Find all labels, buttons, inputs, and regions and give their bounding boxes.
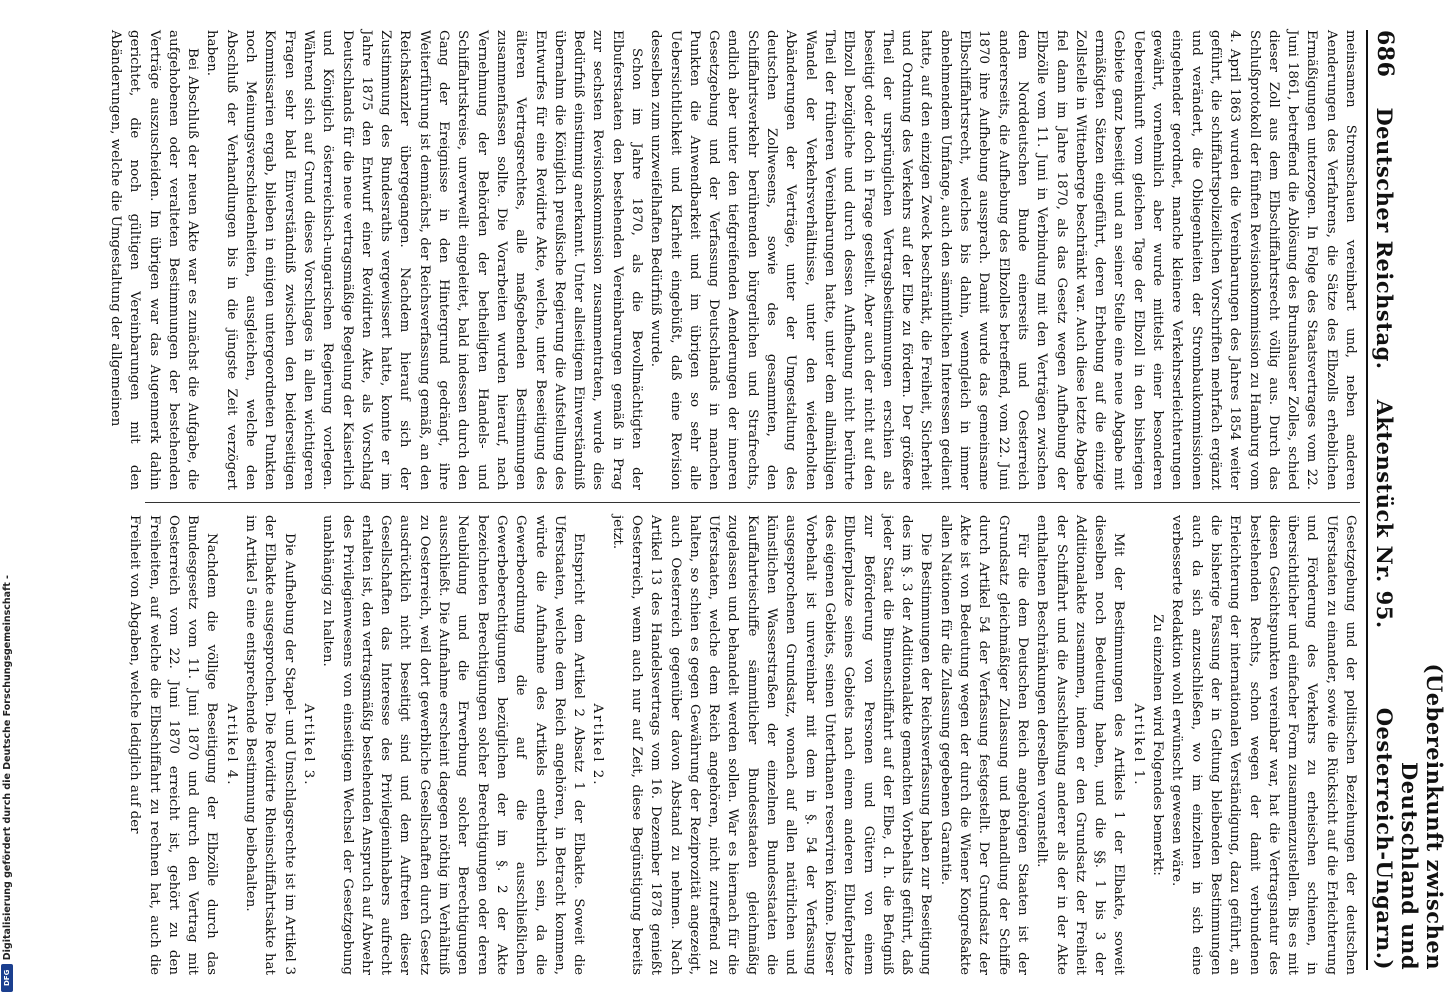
- section-intro: Zu einzelnen wird Folgendes bemerkt:: [1150, 614, 1166, 876]
- right-column: [127, 515, 1360, 975]
- left-column: [108, 30, 1360, 490]
- paragraph: Für die dem Deutschen Reich angehörigen Staaten ist der Grundsatz gleichmäßiger Zulassung und Behandlung der Schiffe durch Artikel 54 der Verfassung festgestellt. Der Grundsatz der Akte ist von Bedeutung wegen der durch die Wiener Kongreßakte allen Nationen für die Zulassung gegebenen Garantie.: [937, 515, 1030, 975]
- paragraph: Die Bestimmungen der Reichsverfassung haben zur Beseitigung des im §. 3 der Additionalakte gemachten Vorbehalts geführt, daß jeder Staat die Binnenschiffahrt auf der Elbe, d. h. die Befugniß zur Beförderung von Personen und Gütern von einem Elbuferplatze seines Gebiets nach einem anderen Elbuferplatze des eigenen Gebiets, seinen Unterthanen reserviren könne. Dieser Vorbehalt ist unvereinbar mit dem in §. 54 der Verfassung ausgesprochenen Grundsatz, wonach auf allen natürlichen und künstlichen Wasserstraßen der einzelnen Bundesstaaten die Kauffahrteischiffe sämmtlicher Bundesstaaten gleichmäßig zugelassen und behandelt werden sollen. War es hiernach für die Uferstaaten, welche dem Reich angehören, nicht zutreffend zu halten, so schien es gegen Gewährung der Reziprozität angezeigt, auch Oesterreich gegenüber davon Abstand zu nehmen. Nach Artikel 13 des Handelsvertrags vom 16. Dezember 1878 genießt Oesterreich, wenn auch nur auf Zeit, diese Begünstigung bereits jetzt.: [609, 515, 934, 975]
- dfg-logo: DFG: [1, 964, 13, 992]
- column-divider: [145, 502, 1360, 503]
- article-heading: Artikel 4.: [223, 703, 239, 787]
- document-subtitle: (Uebereinkunft zwischen Deutschland und Oesterreich-Ungarn.): [1372, 663, 1447, 970]
- paragraph: Bei Abschluß der neuen Akte war es zunächst die Aufgabe, die aufgehobenen oder veralteten Bestimmungen der bestehenden Verträge auszuscheiden. Im übrigen war das Augenmerk dahin gerichtet, die noch gültigen Vereinbarungen mit den Abänderungen, welche die Umgestaltung der allgemeinen: [108, 30, 201, 490]
- funding-note: Digitalisierung gefördert durch die Deutsche Forschungsgemeinschaft -: [2, 574, 13, 960]
- publication-title: Deutscher Reichstag.: [1372, 107, 1397, 370]
- paragraph: Mit der Bestimmungen des Artikels 1 der Elbakte, soweit dieselben noch Bedeutung haben, und die §§. 1 bis 3 der Additionalakte zusammen, indem er den Grundsatz der Freiheit der Schiffahrt und die Ausschließung anderer als der in der Akte enthaltenen Beschränkungen derselben voranstellt.: [1034, 515, 1127, 975]
- document-number: Aktenstück Nr. 95.: [1372, 399, 1397, 629]
- paragraph: Gesetzgebung und der politischen Beziehungen der deutschen Uferstaaten zu einander, sowie die Rücksicht auf die Erleichterung und Förderung des Verkehrs zu erheischen schienen, in übersichtlicher und einfacher Form zusammenzustellen. Bis es mit diesen Gesichtspunkten vereinbar war, hat die Vertragsnatur des bestehenden Rechts, schon wegen der damit verbundenen Erleichterung der internationalen Verständigung, dazu geführt, an die bisherige Fassung der in Geltung bleibenden Bestimmungen auch da sich anzuschließen, wo im einzelnen in sich eine verbesserte Redaktion wohl erwünscht gewesen wäre.: [1169, 515, 1358, 975]
- page-header: [1366, 30, 1447, 970]
- paragraph: Schon im Jahre 1870, als die Bevollmächtigten der Elbuferstaaten den bestehenden Vereinbarungen gemäß in Prag zur sechsten Revisionskommission zusammentraten, wurde dies Bedürfniß einstimmig anerkannt. Unter allseitigem Einverständniß übernahm die Königlich preußische Regierung die Aufstellung des Entwurfes für eine Revidirte Akte, welche, unter Beseitigung des älteren Vertragsrechtes, alle maßgebenden Bestimmungen zusammenfassen sollte. Die Vorarbeiten wurden hierauf, nach Vernehmung der Behörden der betheiligten Handels- und Schiffahrtskreise, unverweilt eingeleitet, bald indessen durch den Gang der Ereignisse in den Hintergrund gedrängt, ihre Weiterführung ist demnächst, der Reichsverfassung gemäß, an den Reichskanzler übergegangen. Nachdem hierauf sich der Zustimmung des Bundesraths vergewissert hatte, konnte er im Jahre 1875 den Entwurf einer Revidirten Akte, als Vorschlag Deutschlands für die neue vertragsmäßige Regelung der Kaiserlich und Königlich österreichisch-ungarischen Regierung vorlegen. Während sich auf Grund dieses Vorschlages in allen wichtigeren Fragen sehr bald Einverständniß zwischen den beiderseitigen Kommissarien ergab, blieben in einigen untergeordneten Punkten noch Meinungsverschiedenheiten, ausgleichen, welche den Abschluß der Verhandlungen bis in die jüngste Zeit verzögert haben.: [204, 30, 645, 490]
- paragraph: Nachdem die völlige Beseitigung der Elbzölle durch das Bundesgesetz vom 11. Juni 1870 und durch den Vertrag mit Oesterreich vom 22. Juni 1870 erreicht ist, gehört zu den Freiheiten, auf welche die Elbschiffahrt zu rechnen hat, auch die Freiheit von Abgaben, welche lediglich auf der: [127, 515, 220, 975]
- article-heading: Artikel 2.: [590, 703, 606, 787]
- paragraph: meinsamen Stromschauen vereinbart und, neben anderen Aenderungen des Verfahrens, die Sätze des Elbzolls erheblichen Ermäßigungen unterzogen. In Folge des Staatsvertrages vom 22. Juni 1861, betreffend die Ablösung des Brunshauser Zolles, schied dieser Zoll aus dem Elbschiffahrtsrecht völlig aus. Durch das Schlußprotokoll der fünften Revisionskommission zu Hamburg vom 4. April 1863 wurden die Vereinbarungen des Jahres 1854 weiter geführt, die schiffahrtspolizeilichen Vorschriften mehrfach ergänzt und verändert, die Obliegenheiten der Strombaukommissionen eingehender geordnet, manche kleinere Verkehrserleichterungen gewährt, vornehmlich aber wurde mittelst einer besonderen Uebereinkunft vom gleichen Tage der Elbzoll in den bisherigen Gebiete ganz beseitigt und an seiner Stelle eine neue Abgabe mit ermäßigten Sätzen eingeführt, deren Erhebung auf die einzige Zollstelle in Wittenberge beschränkt war. Auch diese letzte Abgabe fiel dann im Jahre 1870, als das Gesetz wegen Aufhebung der Elbzölle vom 11. Juni in Verbindung mit den Verträgen zwischen dem Norddeutschen Bunde einerseits und Oesterreich andererseits, die Aufhebung des Elbzolles betreffend, vom 22. Juni 1870 ihre Aufhebung aussprach. Damit wurde das gemeinsame Elbschiffahrtsrecht, welches bis dahin, wenngleich in immer abnehmendem Umfange, auch den sämmtlichen Interessen gedient hatte, auf den einzigen Zweck beschränkt, die Freiheit, Sicherheit und Ordnung des Verkehrs auf der Elbe zu fördern. Der größere Theil der ursprünglichen Vertragsbestimmungen erschien als beseitigt oder doch in Frage gestellt. Aber auch der nicht auf den Elbzoll bezügliche und durch dessen Aufhebung nicht berührte Theil der früheren Vereinbarungen hatte, unter dem allmähligen Wandel der Verkehrsverhältnisse, unter den wiederholten Abänderungen der Verträge, unter der Umgestaltung des deutschen Zollwesens, sowie des gesammten, den Schiffahrtsverkehr berührenden bürgerlichen und Strafrechts, endlich aber unter den tiefgreifenden Aenderungen der inneren Gesetzgebung und der Verfassung Deutschlands in manchen Punkten die Anwendbarkeit und im übrigen so sehr alle Uebersichtlichkeit und Klarheit eingebüßt, daß eine Revision desselben zum unzweifelhaften Bedürfniß wurde.: [648, 30, 1358, 490]
- article-heading: Artikel 1.: [1130, 703, 1146, 787]
- page-number: 686: [1372, 30, 1398, 78]
- paragraph: Die Aufhebung der Stapel- und Umschlagsrechte ist im Artikel 3 der Elbakte ausgesprochen. Die Revidirte Rheinschiffahrtsakte hat im Artikel 5 eine entsprechende Bestimmung beibehalten.: [243, 515, 297, 975]
- paragraph: Entspricht dem Artikel 2 Absatz 1 der Elbakte. Soweit die Uferstaaten, welche dem Reich angehören, in Betracht kommen, würde die Aufnahme des Artikels entbehrlich sein, da die Gewerbeordnung die auf die ausschließlichen Gewerbeberechtigungen bezüglichen der im §. 2 der Akte bezeichneten Berechtigungen solcher Berechtigungen oder deren Neubildung und die Erwerbung solcher Berechtigungen ausschließt. Die Aufnahme erscheint dagegen nöthig im Verhältniß zu Oesterreich, weil dort gewerbliche Gesellschaften durch Gesetz ausdrücklich nicht beseitigt sind und dem Auftreten dieser Gesellschaften das Interesse des Privilegieninhabers aufrecht erhalten ist, den vertragsmäßig bestehenden Anspruch auf Abwehr des Privilegienwesens von einseitigem Wechsel der Gesetzgebung unabhängig zu halten.: [320, 515, 587, 975]
- article-heading: Artikel 3.: [300, 703, 316, 787]
